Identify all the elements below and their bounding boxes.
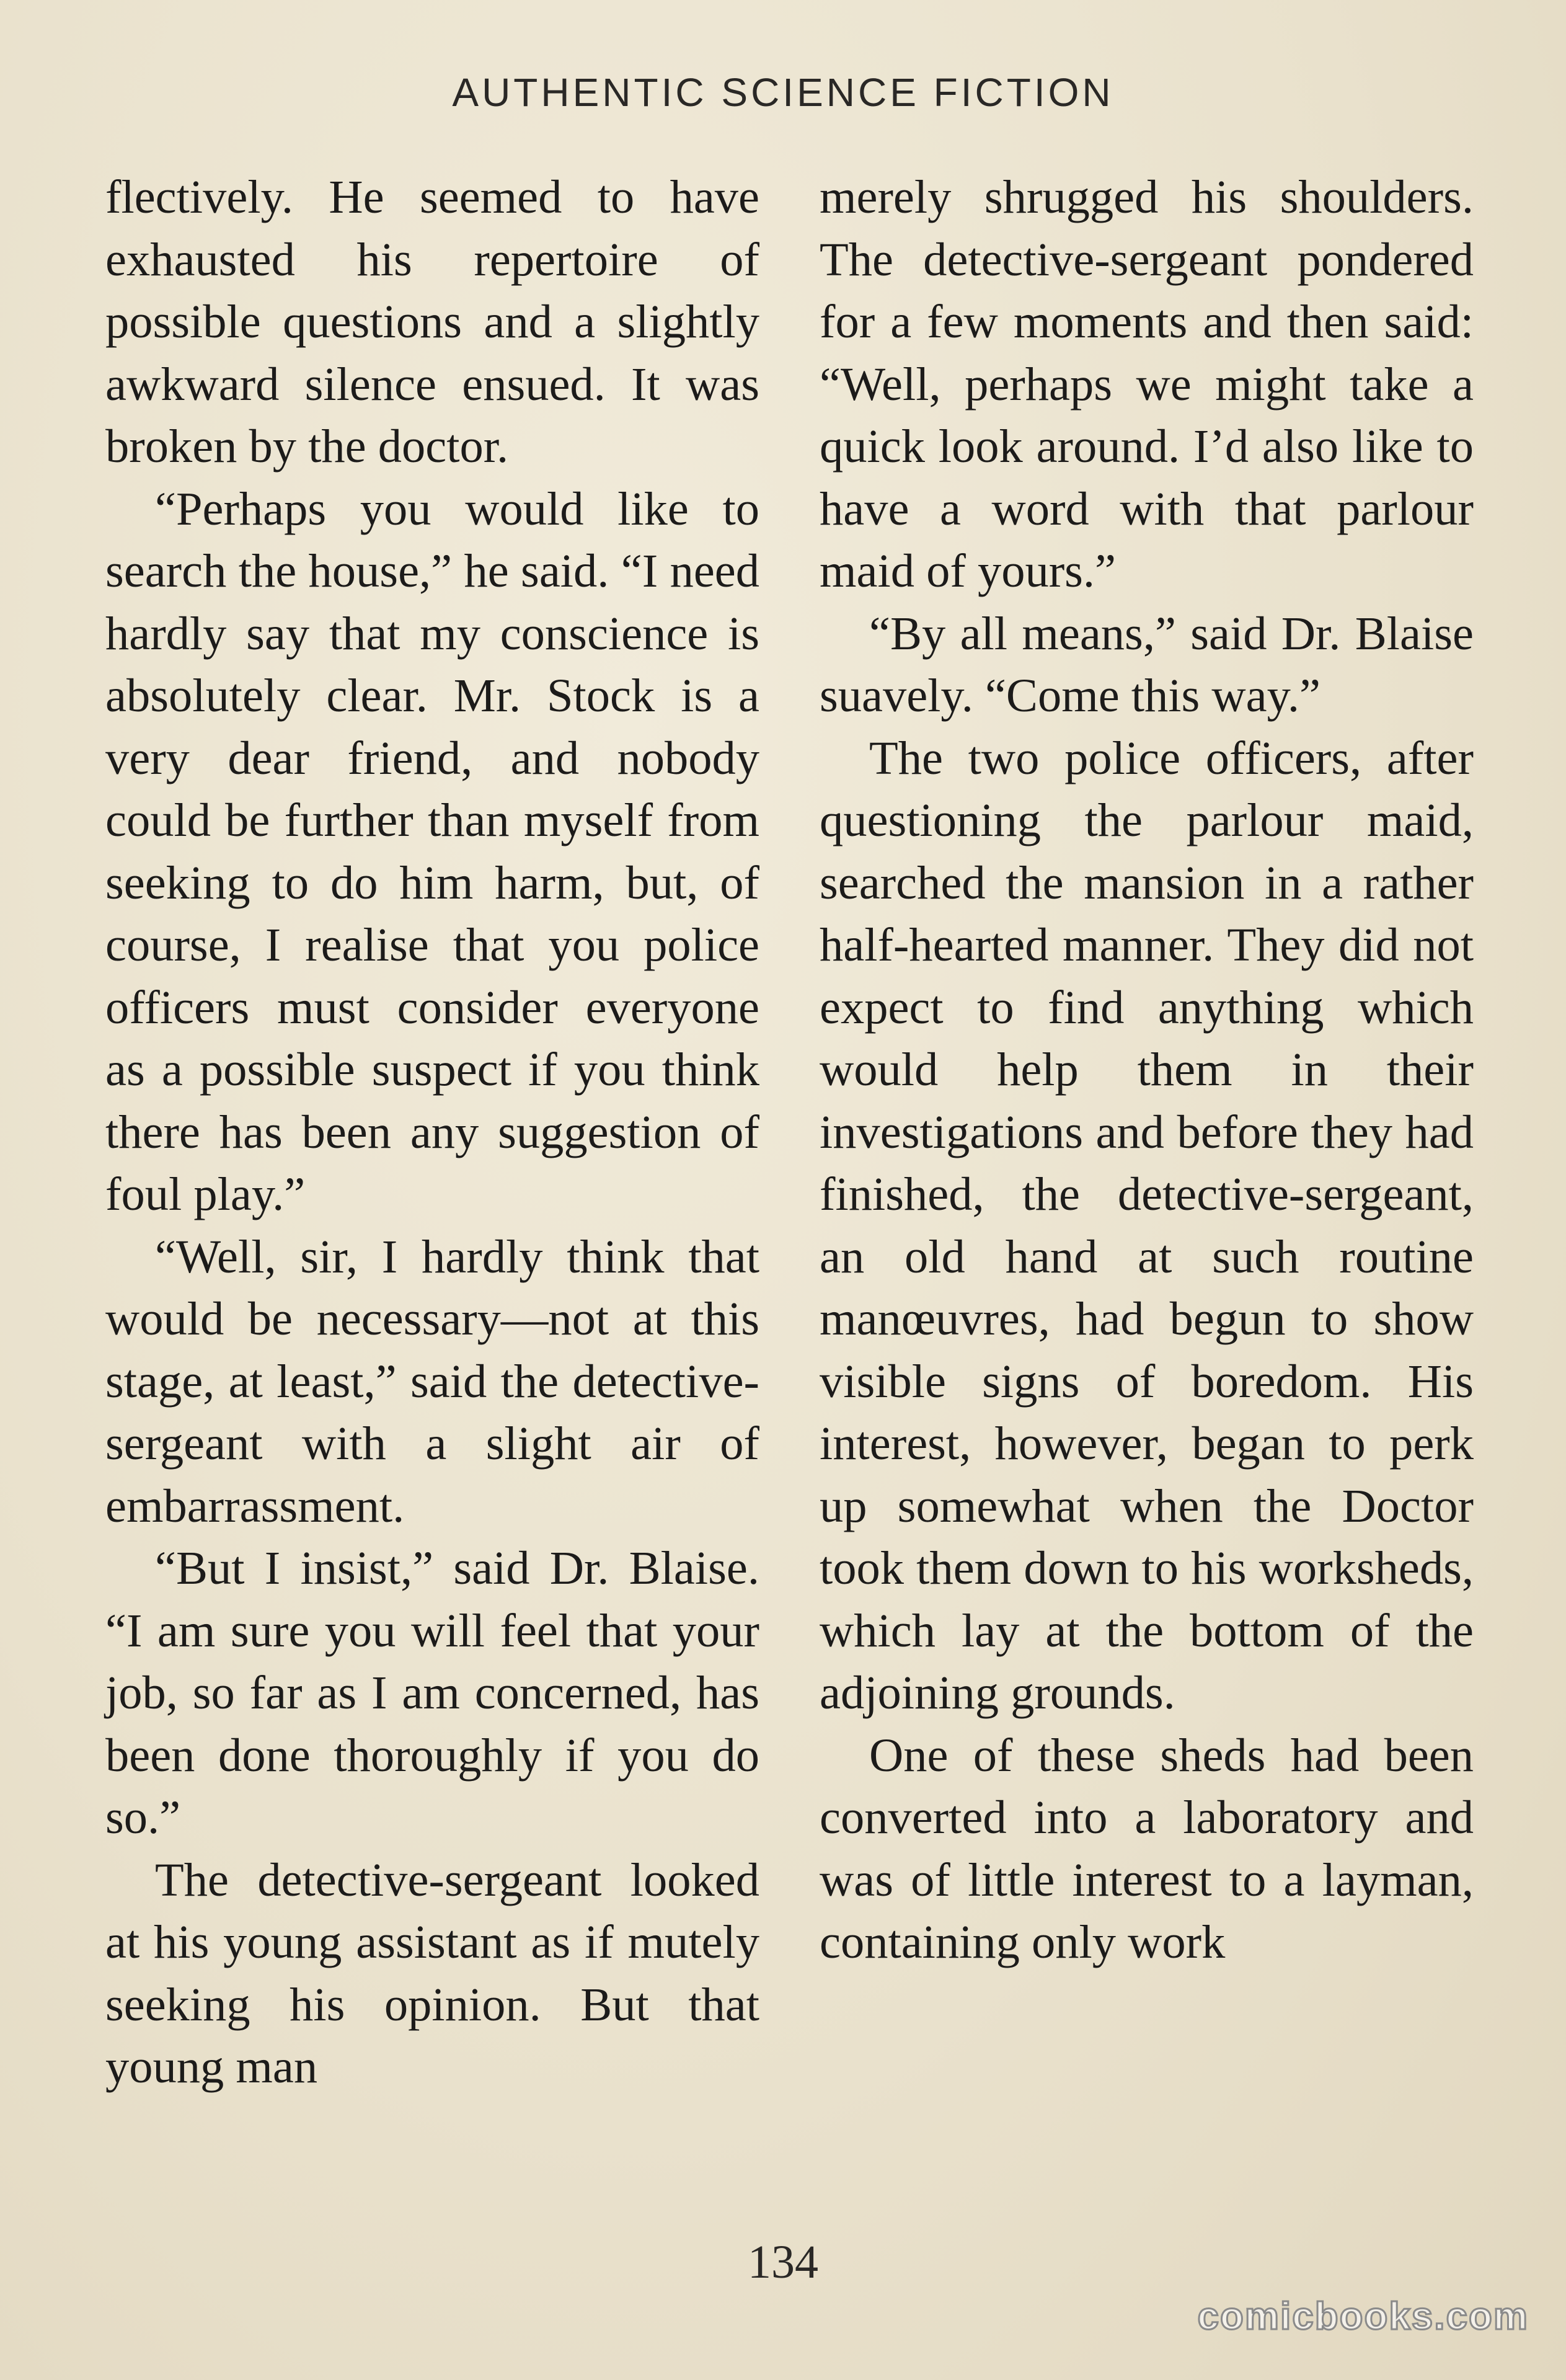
paragraph: “Perhaps you would like to search the house,” he said. “I need hardly say that my conscience is absolutely clear. Mr. Stock is a very dear friend, and nobody could be further than myself from seeking to do him harm, but, of course, I realise that you police officers must consider everyone as a possible suspect if you think there has been any suggestion of foul play.” [105,482,759,1220]
paragraph: flectively. He seemed to have exhausted his repertoire of possible questions and a slightly awkward silence ensued. It was broken by the doctor. [105,171,759,473]
watermark: comicbooks.com [1197,2295,1529,2338]
paragraph: One of these sheds had been converted into a laboratory and was of little interest to a layman, containing only work [820,1728,1474,1968]
page-number: 134 [748,2236,818,2288]
paragraph: The detective-sergeant looked at his young assistant as if mutely seeking his opinion. But that young man [105,1853,759,2093]
running-title: AUTHENTIC SCIENCE FICTION [452,70,1114,115]
paragraph: “Well, sir, I hardly think that would be necessary—not at this stage, at least,” said the detective-sergeant with a slight air of embarrassment. [105,1230,759,1532]
left-column [105,166,759,2098]
paragraph: “By all means,” said Dr. Blaise suavely. “Come this way.” [820,606,1474,722]
right-column [820,166,1474,1974]
paragraph: merely shrugged his shoulders. The detective-sergeant pondered for a few moments and then said: “Well, perhaps we might take a quick look around. I’d also like to have a word with that parlour maid of yours.” [820,171,1474,597]
paragraph: The two police officers, after questioning the parlour maid, searched the mansion in a rather half-hearted manner. They did not expect to find anything which would help them in their investigations and before they had finished, the detective-sergeant, an old hand at such routine manœuvres, had begun to show visible signs of boredom. His interest, however, began to perk up somewhat when the Doctor took them down to his worksheds, which lay at the bottom of the adjoining grounds. [820,731,1474,1719]
paragraph: “But I insist,” said Dr. Blaise. “I am sure you will feel that your job, so far as I am concerned, has been done thoroughly if you do so.” [105,1542,759,1844]
